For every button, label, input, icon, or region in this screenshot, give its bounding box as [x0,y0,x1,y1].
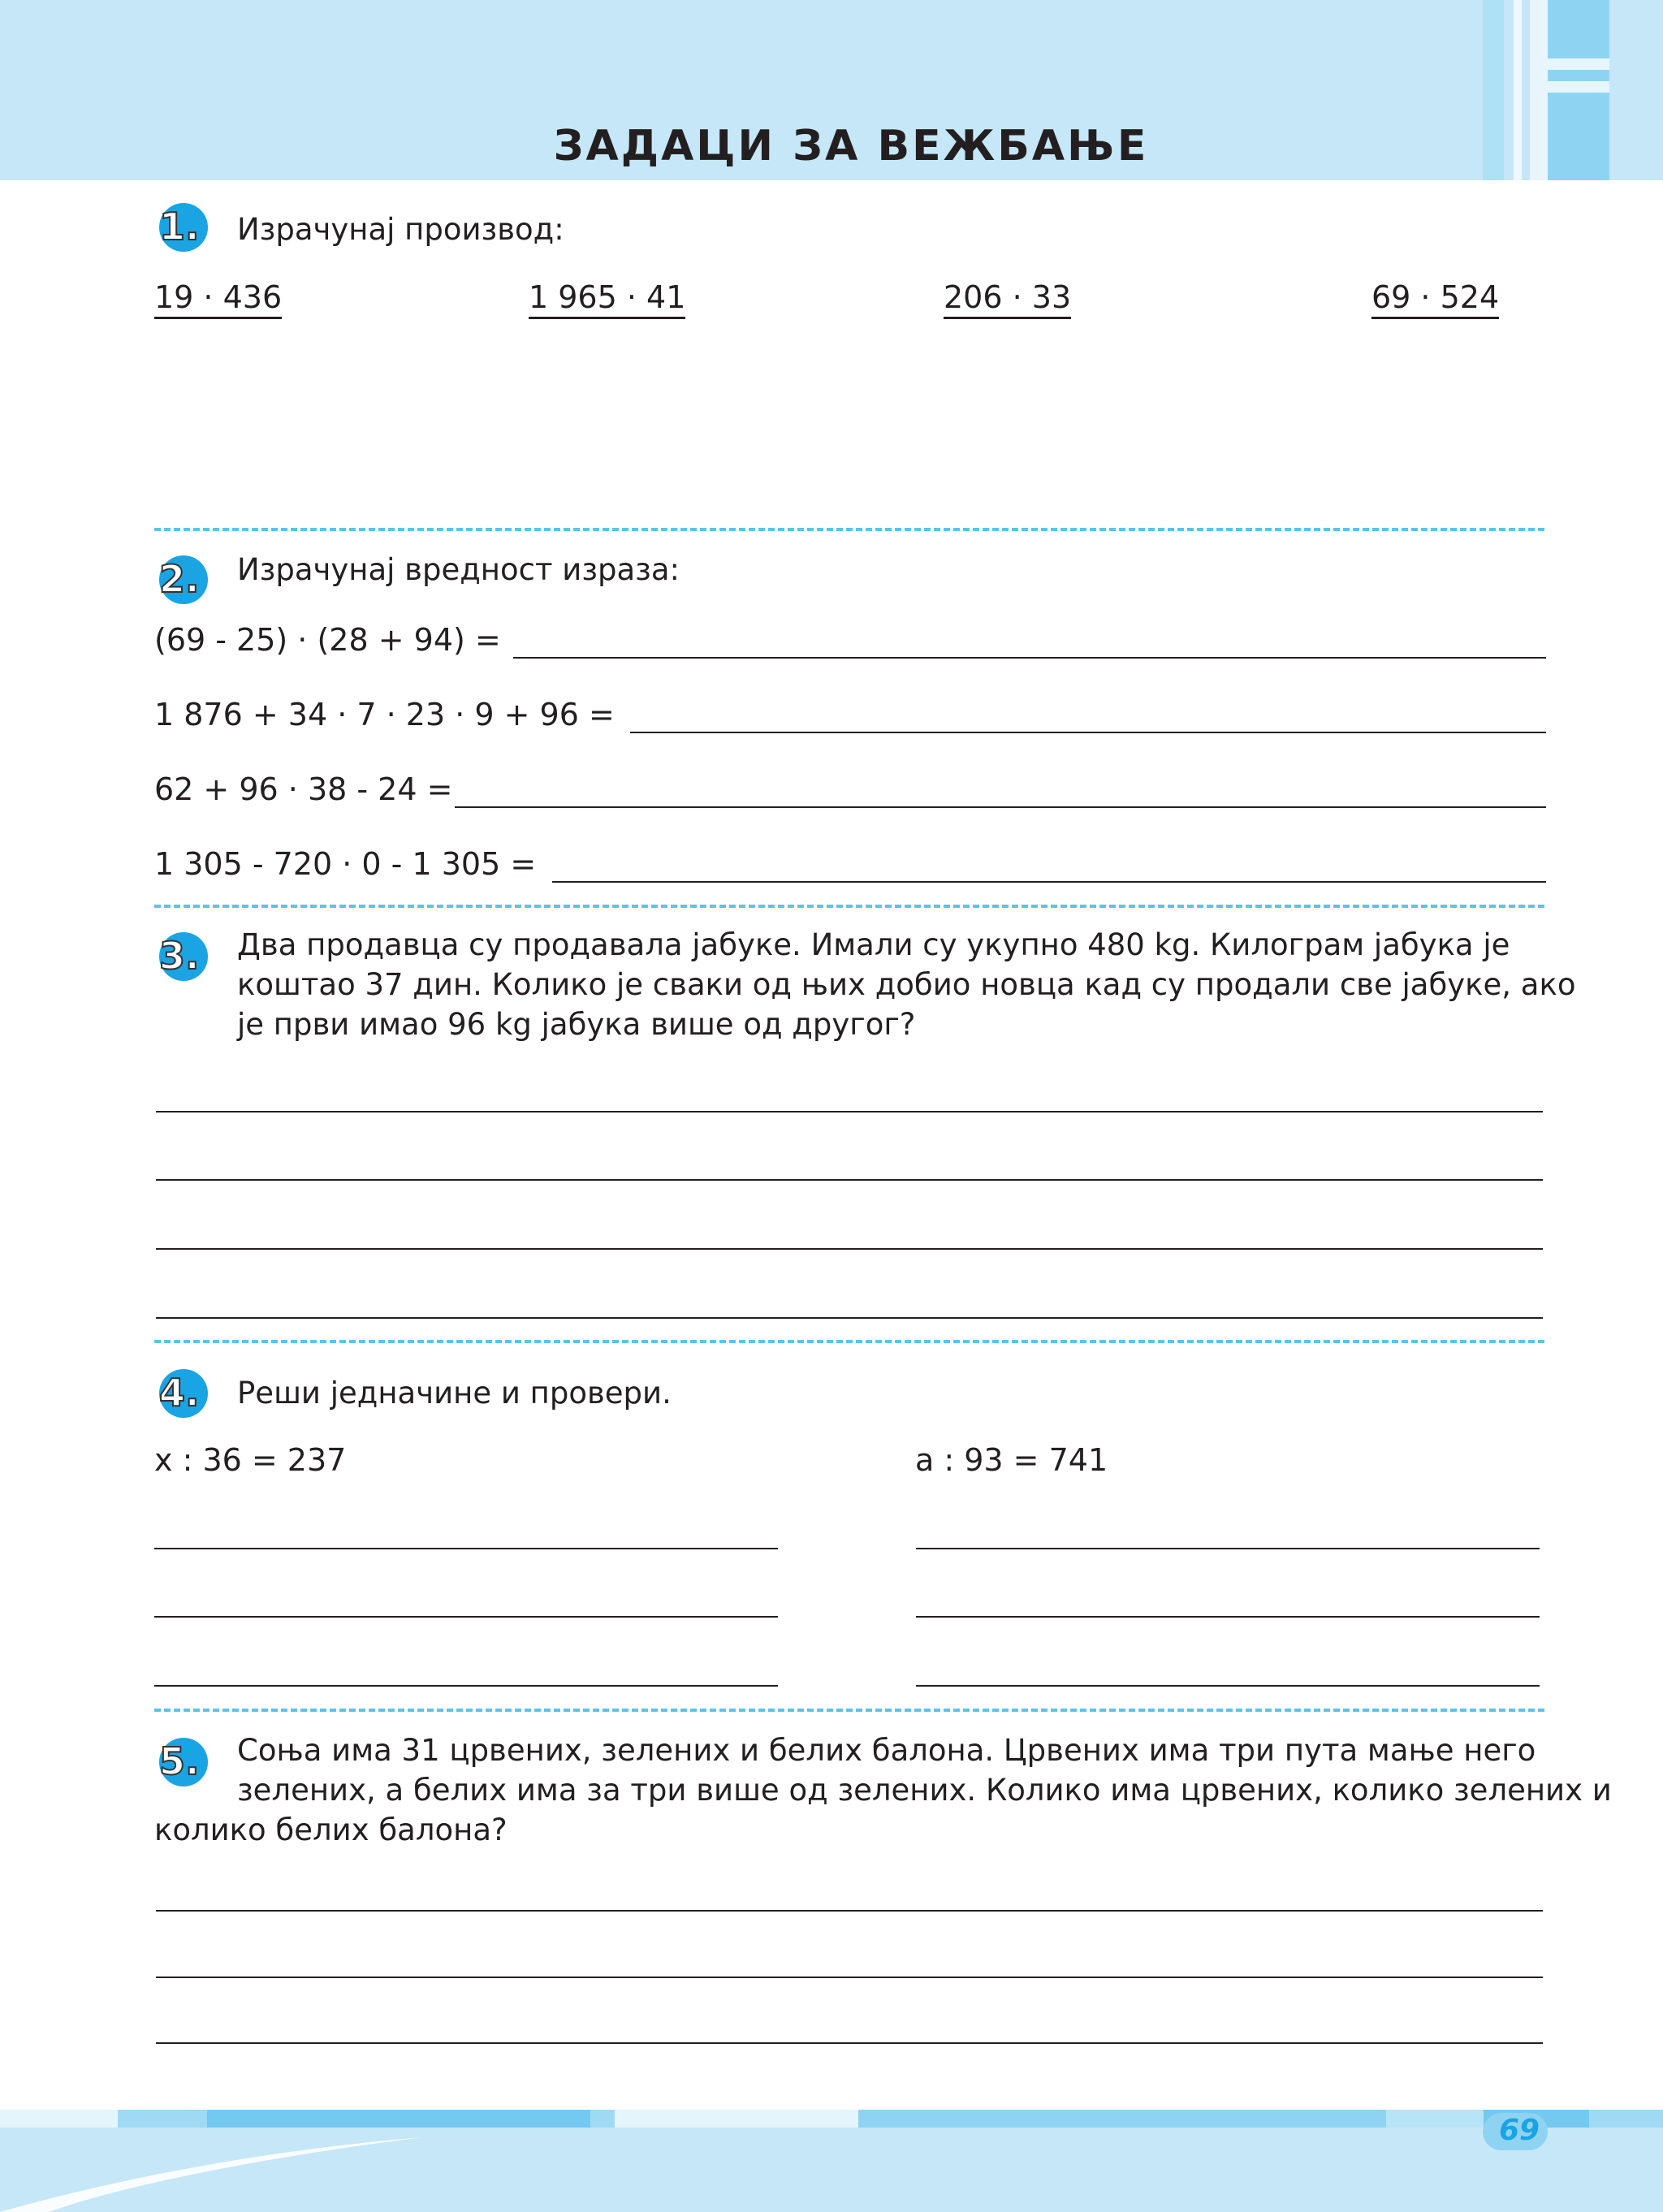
task-text-line: колико белих балона? [154,1812,508,1847]
answer-line[interactable] [154,1685,778,1687]
answer-line[interactable] [154,1616,778,1618]
equation: a : 93 = 741 [915,1442,1108,1478]
task-text-line: зелених, а белих има за три више од зелених. Колико има црвених, колико зелених и [237,1773,1612,1808]
task-instruction: Израчунај производ: [237,212,564,247]
answer-line[interactable] [916,1548,1540,1549]
section-divider [154,528,1544,531]
task-text-line: Соња има 31 црвених, зелених и белих балона. Црвених има три пута мање него [237,1733,1536,1768]
equation: x : 36 = 237 [154,1442,347,1478]
answer-line[interactable] [156,1111,1543,1112]
task-number: 2. [159,557,200,601]
footer-wave [0,2119,1663,2212]
task-text-line: је први имао 96 kg јабука више од другог? [237,1007,916,1042]
task-text-line: коштао 37 дин. Колико је сваки од њих добио новца кад су продали све јабуке, ако [237,967,1576,1002]
page-number: 69 [1499,2114,1540,2147]
task-instruction: Израчунај вредност израза: [237,552,680,587]
answer-line[interactable] [156,1317,1543,1319]
task-number: 5. [159,1739,200,1783]
task-text-line: Два продавца су продавала јабуке. Имали су укупно 480 kg. Килограм јабука је [237,927,1510,962]
answer-line[interactable] [916,1685,1540,1687]
answer-line[interactable] [156,1977,1543,1978]
expression: 69 · 524 [1371,279,1499,319]
expression: 62 + 96 · 38 - 24 = [154,771,453,807]
answer-line[interactable] [156,1910,1543,1912]
expression: 1 305 - 720 · 0 - 1 305 = [154,846,537,882]
task-number: 1. [159,205,200,248]
section-divider [154,905,1544,908]
answer-line[interactable] [513,657,1546,659]
section-divider [154,1709,1544,1712]
answer-line[interactable] [156,2042,1543,2044]
header-stripe [1548,58,1609,70]
answer-line[interactable] [154,1548,778,1549]
expression: 19 · 436 [154,279,282,319]
page-title: ЗАДАЦИ ЗА ВЕЖБАЊЕ [553,122,1149,171]
expression: 206 · 33 [944,279,1071,319]
section-divider [154,1340,1544,1343]
expression: (69 - 25) · (28 + 94) = [154,622,501,658]
answer-line[interactable] [156,1248,1543,1250]
task-number: 3. [159,934,200,978]
answer-line[interactable] [630,732,1546,733]
task-instruction: Реши једначине и провери. [237,1376,672,1411]
task-number: 4. [159,1371,200,1415]
answer-line[interactable] [916,1616,1540,1618]
header-stripe [1548,81,1609,93]
expression: 1 965 · 41 [529,279,685,319]
expression: 1 876 + 34 · 7 · 23 · 9 + 96 = [154,697,615,732]
answer-line[interactable] [552,881,1546,883]
answer-line[interactable] [455,806,1546,808]
answer-line[interactable] [156,1179,1543,1181]
